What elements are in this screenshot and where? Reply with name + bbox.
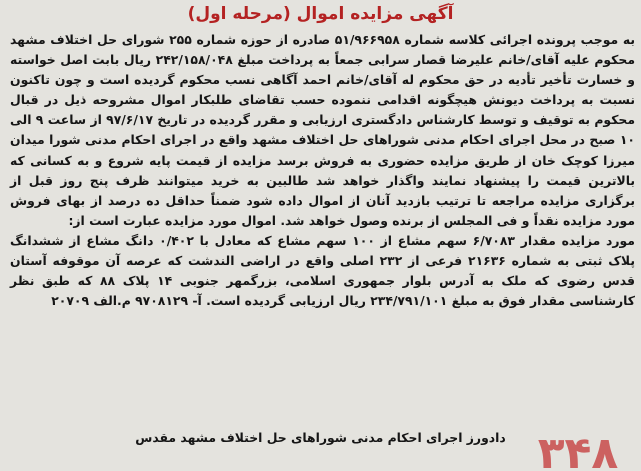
notice-signature: دادورز اجرای احکام مدنی شوراهای حل اختلاف مشهد مقدس bbox=[135, 430, 506, 445]
notice-body bbox=[10, 30, 635, 311]
notice-title: آگهی مزایده اموال (مرحله اول) bbox=[187, 4, 454, 24]
notice-paragraph-main: به موجب پرونده اجرائی کلاسه شماره ۵۱/۹۶۶۹۵۸ صادره از حوزه شماره ۲۵۵ شورای حل اختلاف مشهد محکوم علیه آقای/خانم علیرضا قصار سرابی جمعاً به پرداخت مبلغ ۲۴۲/۱۵۸/۰۴۸ ریال بابت اصل خواسته و خسارت تأخیر تأدیه در حق محکوم له آقای/خانم احمد آگاهی نسب محکوم گردیده است و چون تاکنون نسبت به پرداخت دیونش هیچگونه اقدامی ننموده حسب تقاضای طلبکار اموال مشروحه ذیل در قبال محکوم به توقیف و توسط کارشناس دادگستری ارزیابی و مقرر گردیده در تاریخ ۹۷/۶/۱۷ از ساعت ۹ الی ۱۰ صبح در محل اجرای احکام مدنی شوراهای حل اختلاف مشهد واقع در اجرای احکام مدنی شورا میدان میرزا کوچک خان از طریق مزایده حضوری به فروش برسد مزایده از قیمت پایه شروع و به کسانی که بالاترین قیمت را پیشنهاد نمایند واگذار خواهد شد طالبین به خرید میتوانند ظرف پنج روز قبل از برگزاری مزایده مراجعه تا ترتیب بازدید آنان از اموال داده شود ضمناً حداقل ده درصد از بهای فروش مورد مزایده نقداً و فی المجلس از برنده وصول خواهد شد. اموال مورد مزایده عبارت است از: bbox=[10, 32, 636, 228]
stamp-number: ۳۴۸ bbox=[537, 428, 619, 471]
notice-paragraph-property: مورد مزایده مقدار ۶/۷۰۸۳ سهم مشاع از ۱۰۰ سهم مشاع که معادل با ۰/۴۰۲ دانگ مشاع از ششدانگ پلاک ثبتی به شماره ۲۱۶۳۶ فرعی از ۲۳۲ اصلی واقع در اراضی الندشت که عرصه آن موقوفه آستان قدس رضوی که ملک به آدرس بلوار جمهوری اسلامی، بزرگمهر جنوبی ۱۴ پلاک ۸۸ که طبق نظر کارشناسی مقدار فوق به مبلغ ۲۳۴/۷۹۱/۱۰۱ ریال ارزیابی گردیده است. آ- ۹۷۰۸۱۲۹ م.الف ۲۰۷۰۹ bbox=[10, 232, 635, 309]
